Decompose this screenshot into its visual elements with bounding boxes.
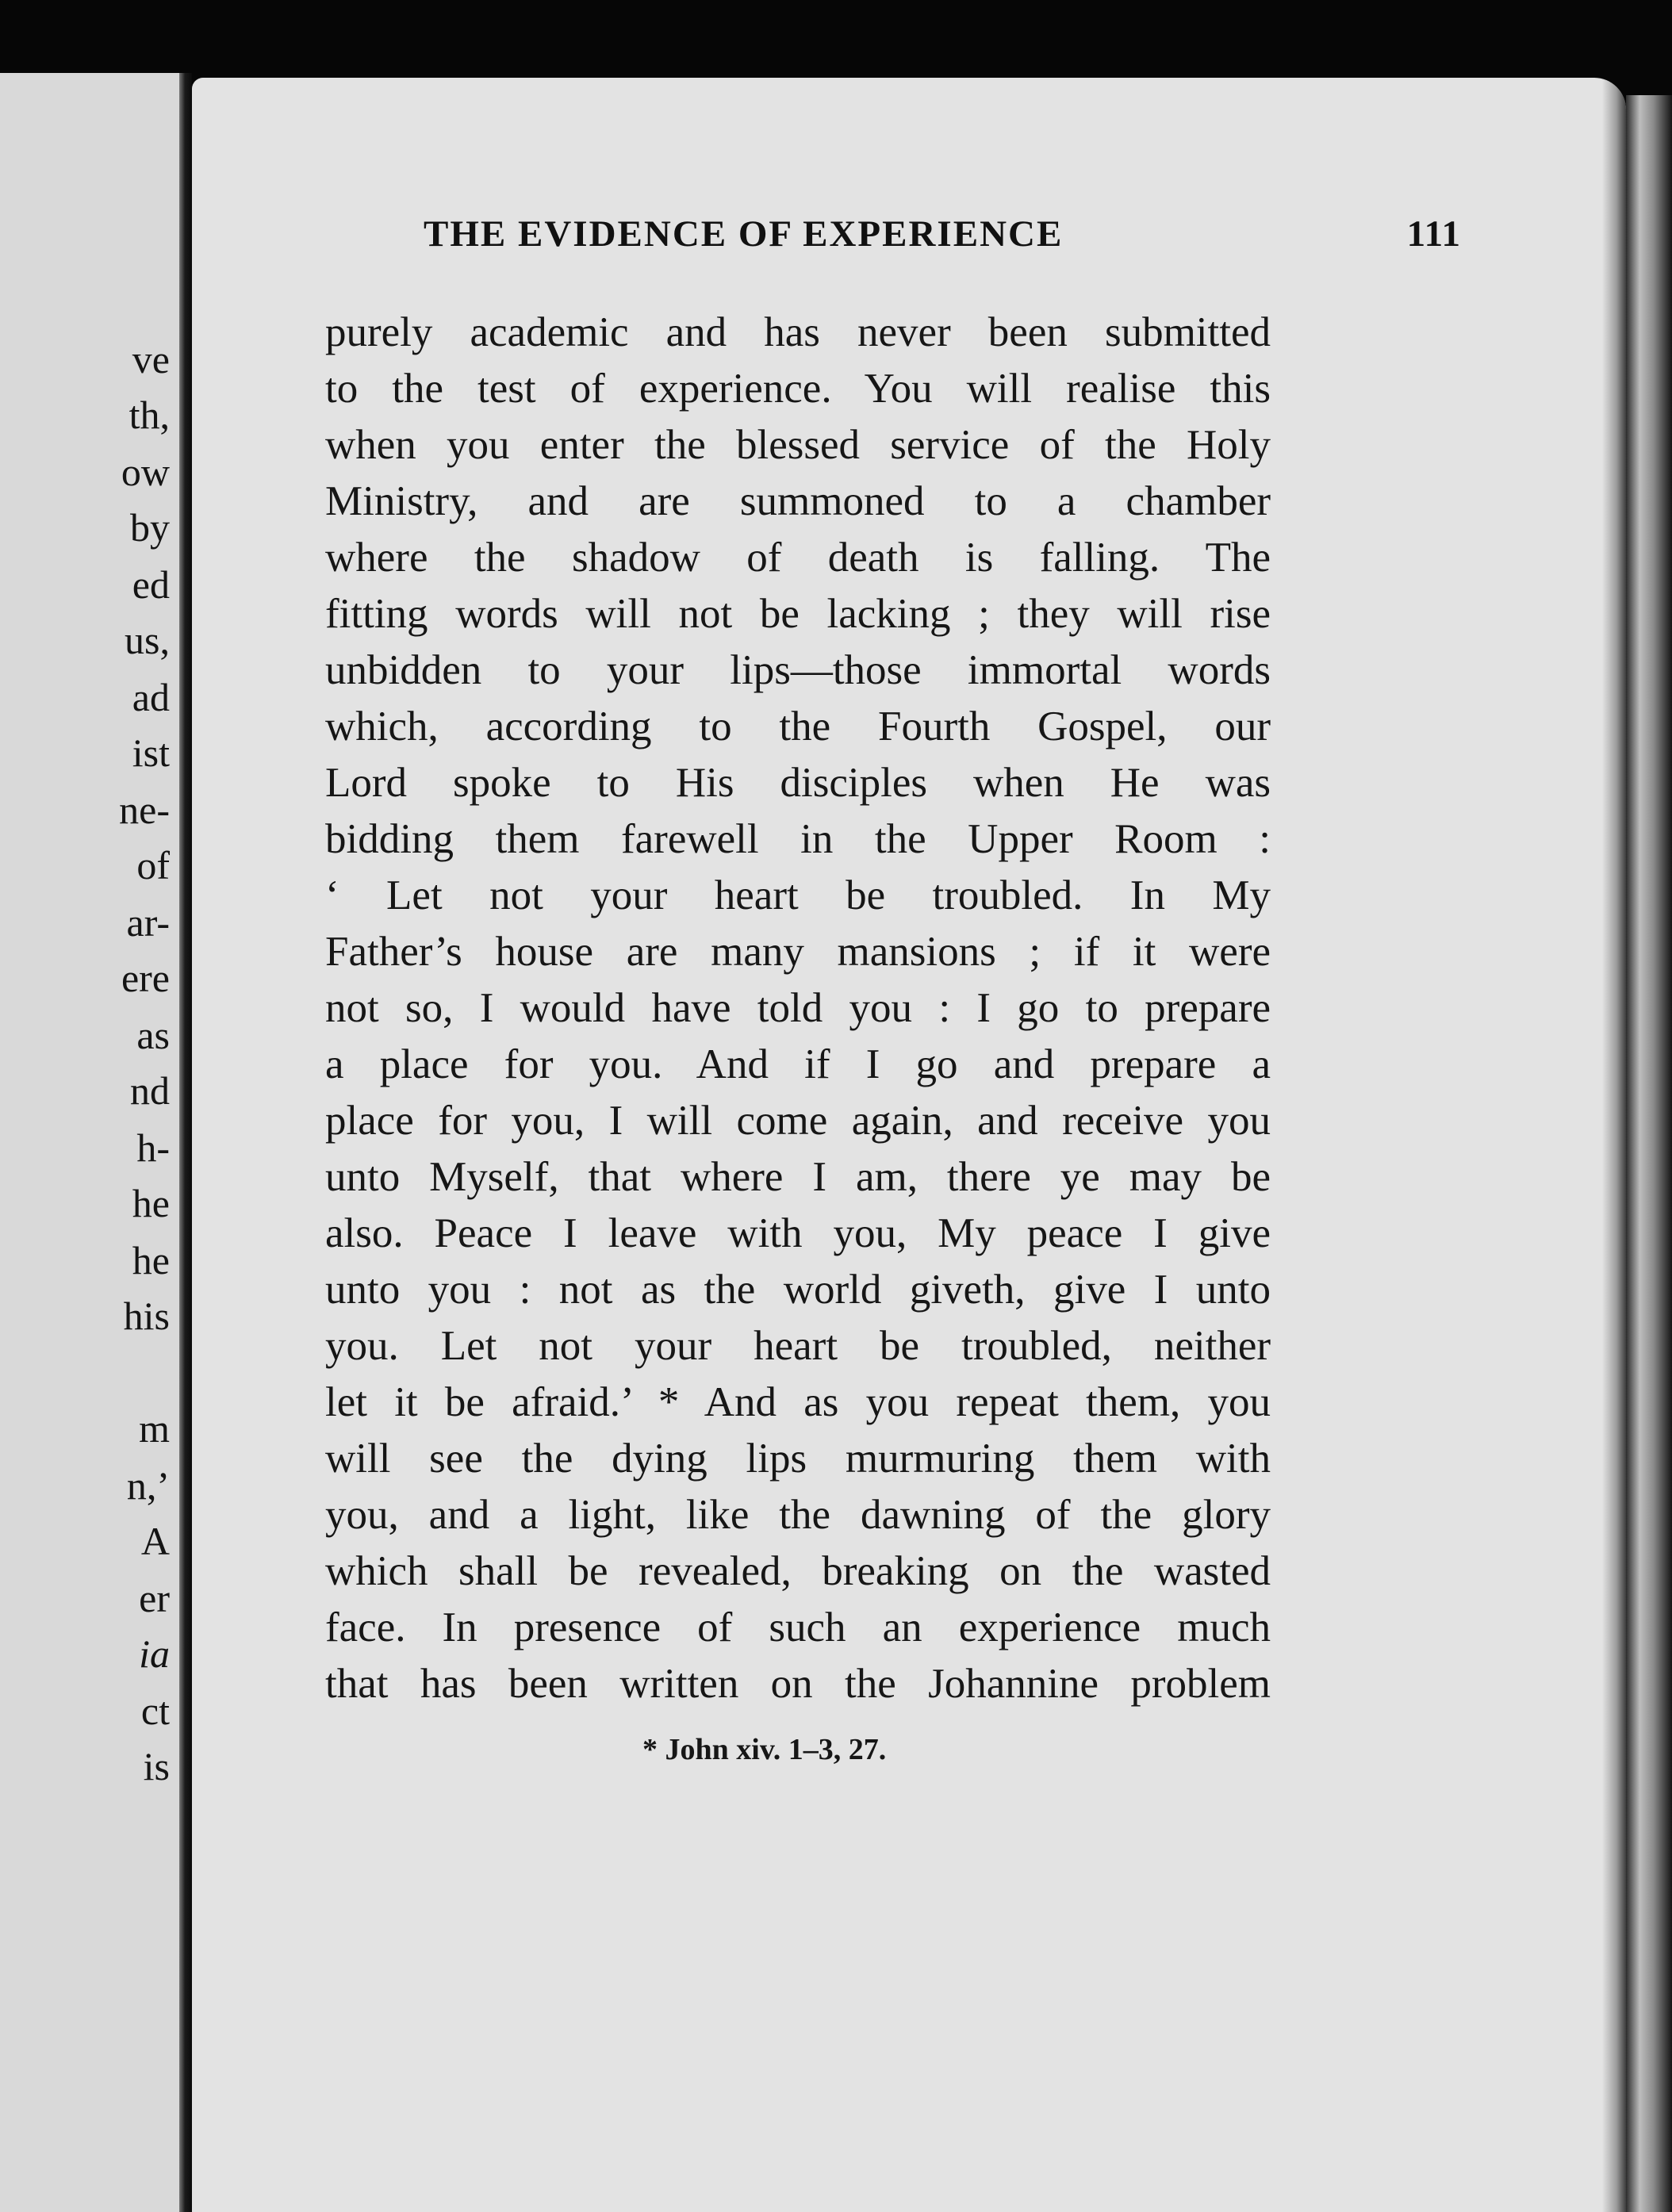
body-line: unto Myself, that where I am, there ye may be — [325, 1154, 1271, 1200]
facing-page-line: ed — [132, 562, 170, 607]
body-line: you. Let not your heart be troubled, neither — [325, 1323, 1271, 1369]
facing-page-line: ne- — [119, 788, 170, 832]
facing-page-line: of — [136, 843, 170, 887]
body-line: Lord spoke to His disciples when He was — [325, 760, 1271, 806]
body-line: which shall be revealed, breaking on the wasted — [325, 1548, 1271, 1594]
facing-page-line: is — [143, 1744, 170, 1788]
facing-page-line: nd — [130, 1068, 170, 1113]
book-page — [192, 78, 1626, 2212]
body-line: unto you : not as the world giveth, give I unto — [325, 1267, 1271, 1313]
body-line: let it be afraid.’ * And as you repeat them, you — [325, 1379, 1271, 1425]
facing-page-line: h- — [136, 1125, 170, 1170]
body-line: purely academic and has never been submitted — [325, 309, 1271, 355]
body-line: to the test of experience. You will realise this — [325, 366, 1271, 412]
facing-page-line: his — [123, 1294, 170, 1338]
facing-page — [0, 73, 184, 2212]
facing-page-line: ia — [139, 1631, 170, 1676]
facing-page-line: ere — [121, 956, 170, 1000]
page-edge-shadow — [1626, 95, 1672, 2212]
facing-page-line: A — [140, 1519, 170, 1563]
body-line: bidding them farewell in the Upper Room : — [325, 816, 1271, 862]
body-line: also. Peace I leave with you, My peace I give — [325, 1210, 1271, 1256]
body-line: where the shadow of death is falling. The — [325, 535, 1271, 581]
facing-page-line: ve — [132, 337, 170, 381]
body-line: face. In presence of such an experience much — [325, 1604, 1271, 1650]
body-line: unbidden to your lips—those immortal words — [325, 647, 1271, 693]
footnote: * John xiv. 1–3, 27. — [642, 1733, 887, 1766]
body-line: fitting words will not be lacking ; they will rise — [325, 591, 1271, 637]
body-line: when you enter the blessed service of the Holy — [325, 422, 1271, 468]
facing-page-line: m — [139, 1406, 170, 1451]
body-line: will see the dying lips murmuring them with — [325, 1436, 1271, 1482]
facing-page-line: ct — [140, 1689, 170, 1733]
facing-page-line: as — [136, 1013, 170, 1057]
body-line: which, according to the Fourth Gospel, our — [325, 703, 1271, 749]
facing-page-line: th, — [128, 393, 170, 437]
facing-page-line: he — [132, 1238, 170, 1282]
body-line: not so, I would have told you : I go to prepare — [325, 985, 1271, 1031]
facing-page-line: ow — [121, 450, 170, 494]
facing-page-line: us, — [125, 618, 170, 662]
facing-page-line: he — [132, 1181, 170, 1225]
facing-page-line: n,’ — [126, 1463, 170, 1508]
body-line: place for you, I will come again, and receive you — [325, 1098, 1271, 1144]
facing-page-line: er — [139, 1576, 170, 1620]
facing-page-line: ar- — [126, 900, 170, 945]
running-head-title: THE EVIDENCE OF EXPERIENCE — [424, 213, 1064, 255]
page-number: 111 — [1406, 213, 1461, 255]
body-line: a place for you. And if I go and prepare a — [325, 1041, 1271, 1087]
book-gutter — [179, 73, 192, 2212]
body-line: Ministry, and are summoned to a chamber — [325, 478, 1271, 524]
body-line: Father’s house are many mansions ; if it were — [325, 929, 1271, 975]
body-line: you, and a light, like the dawning of the glory — [325, 1492, 1271, 1538]
body-line: that has been written on the Johannine problem — [325, 1661, 1271, 1707]
facing-page-line: by — [130, 505, 170, 550]
body-line: ‘ Let not your heart be troubled. In My — [325, 872, 1271, 918]
facing-page-line: ist — [132, 730, 170, 775]
facing-page-line: ad — [132, 675, 170, 719]
